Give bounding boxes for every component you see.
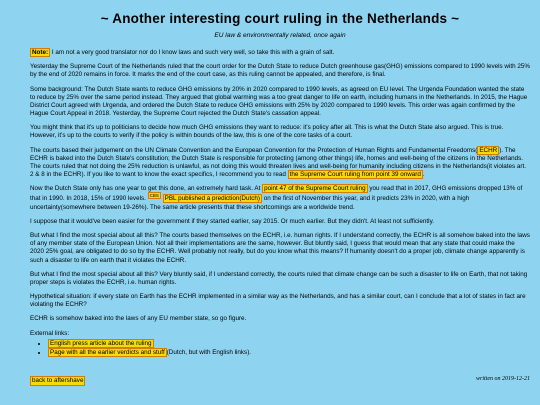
text-segment: . [422, 171, 425, 179]
paragraph-background: Some background: The Dutch State wants to reduce GHG emissions by 20% in 2020 compared to 1990 levels, as agreed on EU level. The Urgenda Foundation wanted the state to reduce by 25% over the same period instead. They argued that global warming was a too great danger to life on earth, including humans in the Netherlands. In 2015, the Hague District Court agreed with Urgenda, and ordered the Dutch State to reduce GHG emissions with 25% by 2020 compared to 1990 levels. This order was again confirmed by the Hague Court Appeal in 2018. Yesterday, the Supreme Court rejected the Dutch State's cassation appeal. [30, 85, 528, 118]
text-segment: on the first of November this year, and it predicts 23% in 2020, with a high uncertainty(somewhere between 19-26%). The same article presents that these shortcomings are a worldwide trend. [30, 195, 470, 211]
link-pbl-prediction[interactable]: PBL published a prediction(Dutch) [164, 195, 260, 203]
link-earlier-verdicts[interactable]: Page with all the earlier verdicts and stuff [50, 348, 165, 356]
written-date: written on 2019-12-21 [476, 376, 530, 382]
paragraph-echr [30, 147, 530, 180]
paragraph-policy: You might think that it's up to politicians to decide how much GHG emissions they want to reduce: it's policy after all. This is what the Dutch State also argued. This is true. However, it's up to the courts to verify if the policy is within bounds of the law, this is one of the core tasks of a court. [30, 124, 504, 140]
list-item [48, 349, 530, 357]
list-item [48, 340, 530, 348]
note-label: Note: [32, 48, 49, 56]
link-supreme-court-ruling[interactable]: the Supreme Court ruling from point 39 onward [289, 171, 421, 179]
external-links [30, 330, 530, 358]
link-english-press-article[interactable]: English press article about the ruling [50, 339, 152, 347]
back-link[interactable]: back to aftershave [30, 376, 85, 386]
paragraph-go-figure: ECHR is somehow baked into the laws of any EU member state, so go figure. [30, 315, 247, 323]
footer [30, 376, 530, 386]
note-paragraph [30, 49, 530, 57]
text-segment: you read that in 2017, GHG emissions dropped 13% of that in 1990. In 2018, 15% of 1990 levels. [30, 185, 523, 203]
external-links-heading: External links: [30, 329, 70, 337]
note-text: I am not a very good translator nor do I know laws and such very well, so take this with a grain of salt. [50, 48, 335, 56]
paragraph-special-2: But what I find the most special about all this? Very bluntly said, if I understand correctly, the courts ruled that climate change can be such a disaster to life on Earth, that not taking proper steps is violates the ECHR, i.e. human rights. [30, 270, 528, 286]
link-point-47[interactable]: point 47 of the Supreme Court ruling [264, 185, 366, 193]
paragraph-hypothetical: Hypothetical situation: if every state on Earth has the ECHR implemented in a similar way as the Netherlands, and has a similar court, can I conclude that a lot of states in fact are violating the ECHR? [30, 293, 526, 309]
paragraph-ruling: Yesterday the Supreme Court of the Netherlands ruled that the court order for the Dutch State to reduce Dutch greenhouse gas(GHG) emissions compared to 1990 levels with 25% by the end of 2020 remains in force. It marks the end of the court case, as this ruling cannot be appealed, and therefore, is final. [30, 63, 530, 79]
external-links-list [30, 340, 530, 357]
link-cbs[interactable]: CBS [149, 193, 159, 199]
paragraph-special-1: But what I find the most special about all this? The courts based themselves on the ECHR, i.e. human rights. If I understand correctly, the ECHR is all somehow baked into the laws of any member state of the European Union. Not all their implementations are the same, however. But bluntly said, I guess that would mean that any state that could make the 2020 25% goal, are obligated to do so by the ECHR. Well probably not really, but do you know what this means? If humanity doesn't do a proper job, climate change apparently is such a disaster to life on earth that it violates the ECHR. [30, 232, 530, 264]
text-segment: ). The ECHR is baked into the Dutch State's constitution; the Dutch State is responsible for protecting (among other things) life, homes and well-being of the citizens in the Netherlands. The courts ruled that not doing the 25% reduction is unlawful, as not doing this would threaten lives and well-being for humanity including citizens in the Netherlands(it violates art. 2 & 8 in the ECHR). If you like to want to know the exact specifics, I recommend you to read [30, 146, 526, 179]
page-subtitle: EU law & environmentally related, once again [214, 31, 346, 39]
text-segment: Now the Dutch State only has one year to get this done, an extremely hard task. At [30, 185, 263, 193]
paragraph-one-year [30, 185, 530, 212]
text-segment: The courts based their judgement on the UN Climate Convention and the European Convention for the Protection of Human Rights and Fundamental Freedoms( [30, 146, 478, 154]
text-segment: (Dutch, but with English links). [166, 348, 252, 356]
link-echr[interactable]: ECHR [479, 146, 498, 154]
page-title: ~ Another interesting court ruling in the Netherlands ~ [100, 11, 460, 26]
paragraph-earlier: I suppose that it would've been easier for the government if they started earlier, say 2015. Or much earlier. But they didn't. At least not sufficiently. [30, 217, 434, 225]
